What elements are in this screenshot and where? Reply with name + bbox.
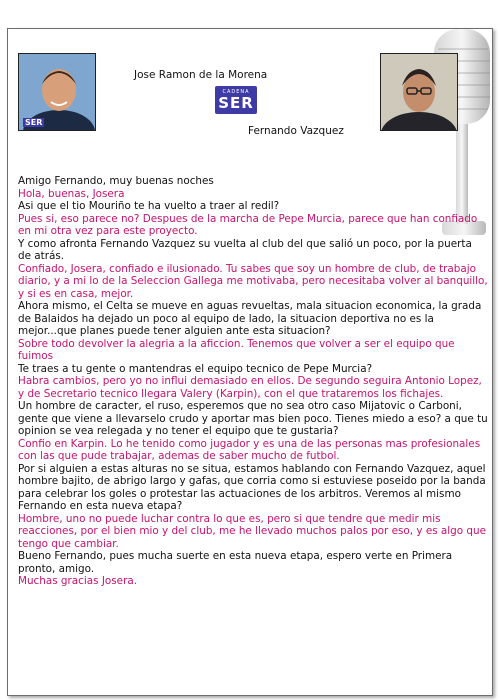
interviewee-name: Fernando Vazquez xyxy=(248,125,344,137)
question-line: Por si alguien a estas alturas no se situa, estamos hablando con Fernando Vazquez, aquel hombre bajito, de abrigo largo y gafas, que corria como si estuviese poseido por la banda para celebrar los goles o protestar las actuaciones de los arbitros. Veremos al mismo Fernando en esta nueva etapa? xyxy=(18,462,486,512)
question-line: Ahora mismo, el Celta se mueve en aguas revueltas, mala situacion economica, la grada de Balaidos ha dejado un poco al equipo de lado, la situacion deportiva no es la mejor...que planes puede tener alguien ante esta situacion? xyxy=(18,300,482,337)
person-avatar-icon xyxy=(381,54,457,130)
question-line: Y como afronta Fernando Vazquez su vuelta al club del que salió un poco, por la puerta de atrás. xyxy=(18,237,472,262)
interviewee-photo xyxy=(380,53,458,131)
answer-line: Muchas gracias Josera. xyxy=(18,575,138,587)
answer-line: Sobre todo devolver la alegria a la aficcion. Tenemos que volver a ser el equipo que fuimos xyxy=(18,337,455,362)
logo-top-text: CADENA xyxy=(222,89,250,95)
cadena-ser-logo xyxy=(215,86,257,114)
interviewer-name: Jose Ramon de la Morena xyxy=(134,69,268,81)
question-line: Amigo Fernando, muy buenas noches xyxy=(18,175,214,187)
question-line: Un hombre de caracter, el ruso, esperemos que no sea otro caso Mijatovic o Carboni, gente que viene a llevarselo crudo y aportar mas bien poco. Tienes miedo a eso? a que tu opinion se vea relegada y no tener el equipo que te gustaria? xyxy=(18,400,488,437)
interviewer-photo xyxy=(18,53,96,131)
logo-main-text: SER xyxy=(218,94,254,112)
answer-line: Habra cambios, pero yo no influi demasiado en ellos. De segundo seguira Antonio Lopez, y de Secretario tecnico llegara Valery (Karpin), con el que trataremos los fichajes. xyxy=(18,375,482,400)
question-line: Te traes a tu gente o mantendras el equipo tecnico de Pepe Murcia? xyxy=(18,362,373,375)
answer-line: Confio en Karpin. Lo he tenido como jugador y es una de las personas mas profesionales con las que pude trabajar, ademas de saber mucho de futbol. xyxy=(18,437,481,462)
question-line: Asi que el tio Mouriño te ha vuelto a traer al redil? xyxy=(18,200,280,212)
answer-line: Pues si, eso parece no? Despues de la marcha de Pepe Murcia, parece que han confiado en mi otra vez para este proyecto. xyxy=(18,212,478,237)
answer-line: Hombre, uno no puede luchar contra lo que es, pero si que tendre que medir mis reacciones, por el bien mio y del club, me he llevado muchos palos por eso, y es algo que tengo que cambiar. xyxy=(18,512,487,550)
interview-panel xyxy=(7,28,493,696)
answer-line: Confiado, Josera, confiado e ilusionado. Tu sabes que soy un hombre de club, de trabajo diario, y a mi lo de la Seleccion Gallega me motivaba, pero necesitaba volver al banquillo, y si es en casa, mejor. xyxy=(18,262,488,300)
answer-line: Hola, buenas, Josera xyxy=(18,187,125,200)
ser-badge: SER xyxy=(25,118,43,127)
interview-dialog xyxy=(18,175,488,588)
question-line: Bueno Fernando, pues mucha suerte en esta nueva etapa, espero verte en Primera pronto, amigo. xyxy=(18,550,453,575)
